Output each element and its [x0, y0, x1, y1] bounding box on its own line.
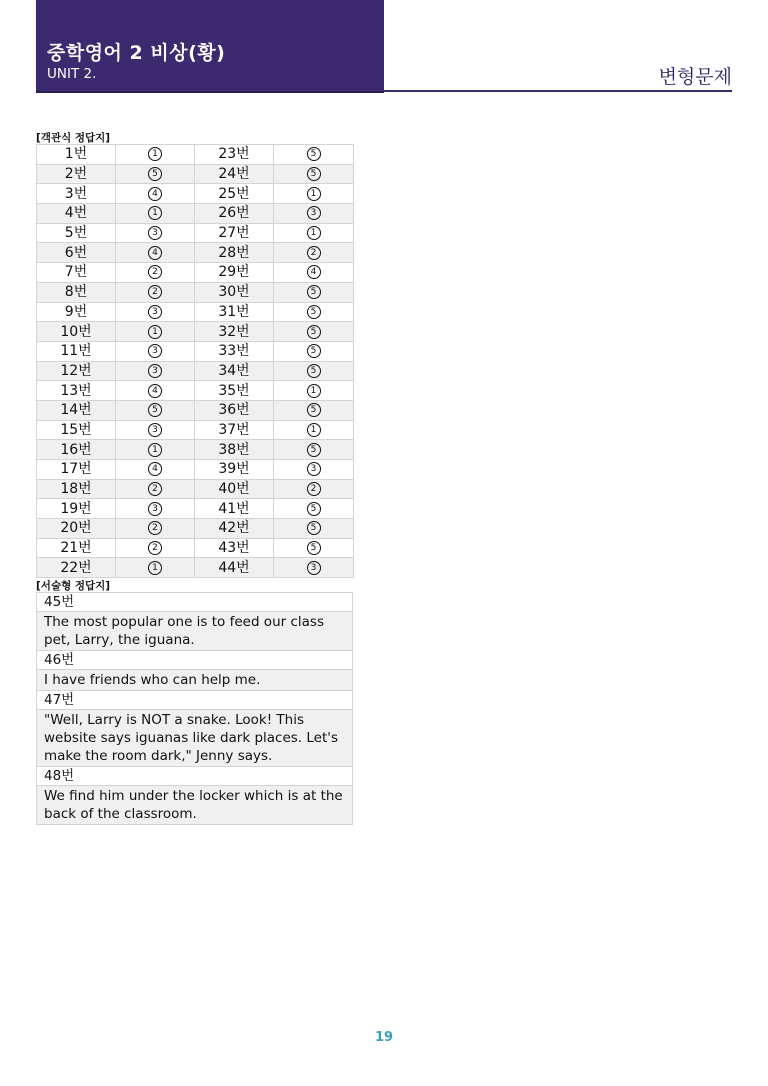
subjective-section-title: [서술형 정답지]: [36, 580, 111, 592]
question-number: 39번: [195, 460, 274, 480]
question-number: 41번: [195, 499, 274, 519]
question-number: 17번: [37, 460, 116, 480]
circled-number-icon: 1: [148, 561, 162, 575]
circled-number-icon: 4: [307, 265, 321, 279]
question-number: 32번: [195, 322, 274, 342]
table-row: [37, 223, 354, 243]
question-number: 10번: [37, 322, 116, 342]
table-row: [37, 651, 353, 670]
circled-number-icon: 5: [307, 541, 321, 555]
circled-number-icon: 2: [307, 482, 321, 496]
circled-number-icon: 3: [307, 206, 321, 220]
question-number: 11번: [37, 341, 116, 361]
circled-number-icon: 3: [148, 502, 162, 516]
table-row: [37, 400, 354, 420]
table-row: [37, 204, 354, 224]
circled-number-icon: 1: [307, 187, 321, 201]
question-number: 47번: [37, 691, 353, 710]
answer-mark: [116, 184, 195, 204]
table-row: [37, 341, 354, 361]
answer-mark: [274, 145, 354, 165]
circled-number-icon: 5: [307, 285, 321, 299]
circled-number-icon: 3: [148, 226, 162, 240]
answer-mark: [116, 460, 195, 480]
answer-mark: [116, 420, 195, 440]
answer-text: We find him under the locker which is at the back of the classroom.: [37, 786, 353, 825]
answer-mark: [116, 243, 195, 263]
table-row: [37, 184, 354, 204]
question-number: 34번: [195, 361, 274, 381]
question-number: 22번: [37, 558, 116, 578]
circled-number-icon: 5: [307, 147, 321, 161]
question-number: 42번: [195, 519, 274, 539]
book-title: 중학영어 2 비상(황): [47, 42, 226, 64]
answer-mark: [116, 302, 195, 322]
objective-answer-table: [36, 144, 354, 578]
circled-number-icon: 1: [148, 206, 162, 220]
question-number: 48번: [37, 767, 353, 786]
question-number: 31번: [195, 302, 274, 322]
category-label: 변형문제: [658, 66, 732, 88]
table-row: [37, 145, 354, 165]
table-row: [37, 302, 354, 322]
question-number: 45번: [37, 593, 353, 612]
question-number: 40번: [195, 479, 274, 499]
unit-label: UNIT 2.: [47, 66, 97, 82]
circled-number-icon: 5: [307, 344, 321, 358]
header-divider: [384, 90, 732, 92]
circled-number-icon: 4: [148, 246, 162, 260]
answer-mark: [116, 400, 195, 420]
answer-mark: [274, 460, 354, 480]
table-row: [37, 479, 354, 499]
question-number: 35번: [195, 381, 274, 401]
answer-mark: [274, 282, 354, 302]
circled-number-icon: 5: [307, 443, 321, 457]
table-row: [37, 538, 354, 558]
answer-mark: [274, 440, 354, 460]
answer-mark: [116, 440, 195, 460]
answer-mark: [116, 204, 195, 224]
answer-mark: [274, 263, 354, 283]
circled-number-icon: 1: [307, 226, 321, 240]
answer-mark: [274, 164, 354, 184]
question-number: 43번: [195, 538, 274, 558]
answer-mark: [274, 400, 354, 420]
circled-number-icon: 2: [148, 482, 162, 496]
question-number: 27번: [195, 223, 274, 243]
answer-mark: [274, 322, 354, 342]
objective-section-title: [객관식 정답지]: [36, 132, 111, 144]
subjective-answer-table: [36, 592, 353, 825]
question-number: 28번: [195, 243, 274, 263]
circled-number-icon: 3: [307, 561, 321, 575]
answer-text: "Well, Larry is NOT a snake. Look! This website says iguanas like dark places. Let's make the room dark," Jenny says.: [37, 710, 353, 767]
table-row: [37, 710, 353, 767]
question-number: 20번: [37, 519, 116, 539]
table-row: [37, 612, 353, 651]
table-row: [37, 786, 353, 825]
table-row: [37, 670, 353, 691]
answer-mark: [116, 223, 195, 243]
table-row: [37, 558, 354, 578]
table-row: [37, 263, 354, 283]
question-number: 2번: [37, 164, 116, 184]
answer-mark: [116, 381, 195, 401]
answer-mark: [274, 558, 354, 578]
answer-mark: [116, 282, 195, 302]
table-row: [37, 164, 354, 184]
table-row: [37, 361, 354, 381]
answer-mark: [274, 499, 354, 519]
answer-mark: [116, 164, 195, 184]
table-row: [37, 243, 354, 263]
answer-mark: [116, 558, 195, 578]
question-number: 24번: [195, 164, 274, 184]
question-number: 23번: [195, 145, 274, 165]
circled-number-icon: 2: [307, 246, 321, 260]
circled-number-icon: 4: [148, 384, 162, 398]
circled-number-icon: 3: [148, 423, 162, 437]
question-number: 33번: [195, 341, 274, 361]
answer-mark: [274, 204, 354, 224]
circled-number-icon: 3: [148, 344, 162, 358]
table-row: [37, 691, 353, 710]
circled-number-icon: 5: [307, 325, 321, 339]
circled-number-icon: 2: [148, 521, 162, 535]
circled-number-icon: 5: [307, 502, 321, 516]
answer-mark: [274, 479, 354, 499]
question-number: 19번: [37, 499, 116, 519]
answer-mark: [274, 519, 354, 539]
question-number: 9번: [37, 302, 116, 322]
circled-number-icon: 5: [148, 167, 162, 181]
question-number: 6번: [37, 243, 116, 263]
question-number: 3번: [37, 184, 116, 204]
answer-mark: [274, 302, 354, 322]
question-number: 36번: [195, 400, 274, 420]
table-row: [37, 519, 354, 539]
question-number: 21번: [37, 538, 116, 558]
circled-number-icon: 2: [148, 541, 162, 555]
circled-number-icon: 4: [148, 462, 162, 476]
circled-number-icon: 2: [148, 285, 162, 299]
table-row: [37, 420, 354, 440]
answer-mark: [116, 361, 195, 381]
question-number: 14번: [37, 400, 116, 420]
question-number: 26번: [195, 204, 274, 224]
table-row: [37, 282, 354, 302]
table-row: [37, 460, 354, 480]
answer-mark: [274, 361, 354, 381]
question-number: 38번: [195, 440, 274, 460]
question-number: 15번: [37, 420, 116, 440]
answer-mark: [274, 341, 354, 361]
circled-number-icon: 1: [148, 443, 162, 457]
answer-mark: [116, 499, 195, 519]
question-number: 12번: [37, 361, 116, 381]
answer-text: I have friends who can help me.: [37, 670, 353, 691]
question-number: 4번: [37, 204, 116, 224]
circled-number-icon: 1: [148, 147, 162, 161]
table-row: [37, 593, 353, 612]
answer-mark: [274, 223, 354, 243]
question-number: 25번: [195, 184, 274, 204]
circled-number-icon: 3: [148, 364, 162, 378]
circled-number-icon: 5: [307, 364, 321, 378]
question-number: 16번: [37, 440, 116, 460]
question-number: 18번: [37, 479, 116, 499]
question-number: 1번: [37, 145, 116, 165]
table-row: [37, 322, 354, 342]
circled-number-icon: 4: [148, 187, 162, 201]
question-number: 44번: [195, 558, 274, 578]
circled-number-icon: 1: [307, 384, 321, 398]
circled-number-icon: 1: [307, 423, 321, 437]
table-row: [37, 440, 354, 460]
circled-number-icon: 5: [307, 521, 321, 535]
circled-number-icon: 5: [307, 167, 321, 181]
circled-number-icon: 1: [148, 325, 162, 339]
page-number: 19: [374, 1030, 394, 1045]
question-number: 13번: [37, 381, 116, 401]
header-banner: [36, 0, 384, 93]
answer-mark: [116, 341, 195, 361]
circled-number-icon: 5: [307, 305, 321, 319]
answer-mark: [274, 420, 354, 440]
answer-mark: [116, 322, 195, 342]
question-number: 30번: [195, 282, 274, 302]
question-number: 37번: [195, 420, 274, 440]
circled-number-icon: 5: [307, 403, 321, 417]
question-number: 5번: [37, 223, 116, 243]
circled-number-icon: 2: [148, 265, 162, 279]
circled-number-icon: 5: [148, 403, 162, 417]
table-row: [37, 767, 353, 786]
circled-number-icon: 3: [307, 462, 321, 476]
answer-mark: [116, 519, 195, 539]
answer-mark: [274, 243, 354, 263]
circled-number-icon: 3: [148, 305, 162, 319]
answer-mark: [274, 381, 354, 401]
answer-mark: [116, 479, 195, 499]
answer-mark: [274, 184, 354, 204]
question-number: 7번: [37, 263, 116, 283]
answer-mark: [116, 263, 195, 283]
table-row: [37, 499, 354, 519]
answer-mark: [116, 538, 195, 558]
question-number: 46번: [37, 651, 353, 670]
answer-text: The most popular one is to feed our class pet, Larry, the iguana.: [37, 612, 353, 651]
table-row: [37, 381, 354, 401]
answer-mark: [116, 145, 195, 165]
answer-mark: [274, 538, 354, 558]
question-number: 29번: [195, 263, 274, 283]
question-number: 8번: [37, 282, 116, 302]
